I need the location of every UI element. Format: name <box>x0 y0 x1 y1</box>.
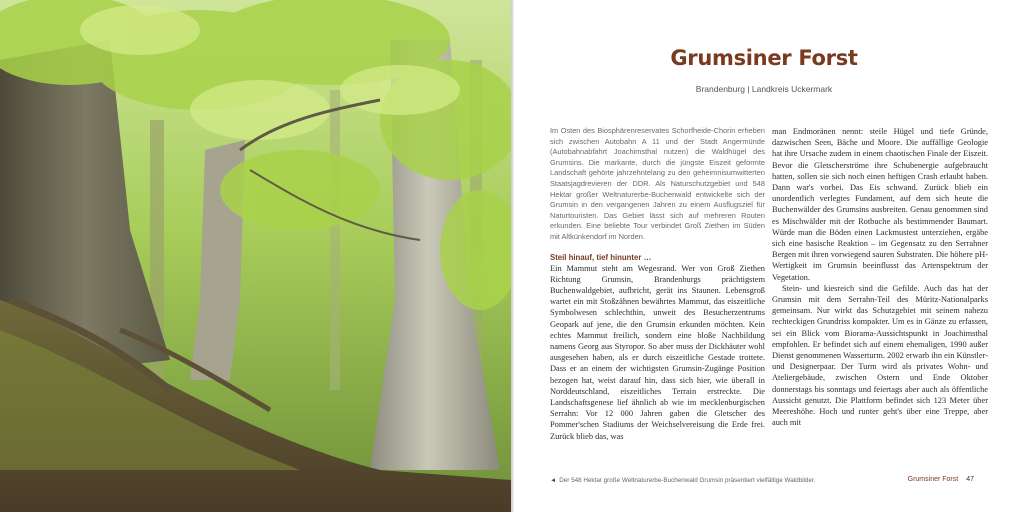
section-subheading: Steil hinauf, tief hinunter … <box>550 252 652 262</box>
caption-arrow-icon: ◄ <box>550 477 557 484</box>
page-title: Grumsiner Forst <box>670 46 858 70</box>
body-paragraph: man Endmoränen nennt: steile Hügel und tiefe Gründe, dazwischen Seen, Bäche und Moore. Die auffällige Geologie hat ihre Ursache zudem in einem chaotischen Finale der Eiszeit. Bevor die Gletscherströme ihre Schubenergie aufgebraucht hatten, sollen sie sich noch einen heftigen Crash erlaubt haben. Dann war's vorbei. Das Eis schwand. Zurück blieb ein unordentlich verlegtes Fundament, auf dem sich heute die Buchenwälder des Grumsins ausbreiten. Genau genommen sind es Mischwälder mit der Rotbuche als bestimmender Baumart. Würde man die Böden einen Lackmustest unterziehen, ergäbe sich eine basische Reaktion – im Gegensatz zu den Serrahner Bergen mit ihren vorwiegend sauren Substraten. Die höhere pH-Wertigkeit im Grumsin beeinflusst das Artenspektrum der Vegetation. <box>772 127 988 282</box>
body-paragraph: Ein Mammut steht am Wegesrand. Wer von Groß Ziethen Richtung Grumsin, Brandenburgs prächtigstem Buchenwaldgebiet, aufbricht, gerät ins Staunen. Lebensgroß wartet ein mit Stoßzähnen bewährtes Mammut, das eiszeitliche Symbolwesen schlechthin, unweit des Besucherzentrums Geopark auf jene, die den Grumsin erkunden möchten. Kein echtes Mammut freilich, sondern eine bloße Nachbildung namens Georg aus Styropor. So aber muss der Dickhäuter wohl ausgesehen haben, als er durch eiszeitliche Gestade trottete. Dass er an einem der wichtigsten Grumsin-Zugänge Position bezogen hat, weist darauf hin, dass sich hier, wie überall in Norddeutschland, eiszeitliches Terrain erstreckte. Die Landschaftsgenese lief ähnlich ab wie im mecklenburgischen Serrahn: Vor 12 000 Jahren gaben die Gletscher des Pommer'schen Stadiums der Weichselvereisung die Erde frei. Zurück blieb das, was <box>550 263 765 441</box>
page-subtitle: Brandenburg | Landkreis Uckermark <box>695 84 833 94</box>
photo-caption <box>550 477 815 484</box>
text-column-left <box>550 126 765 442</box>
page-number: 47 <box>966 476 974 483</box>
text-column-right <box>772 126 988 428</box>
running-footer-title: Grumsiner Forst <box>907 476 959 483</box>
caption-text: Der 548 Hektar große Weltnaturerbe-Buchenwald Grumsin präsentiert vielfältige Waldbilder. <box>559 477 816 484</box>
text-page <box>514 0 1024 512</box>
page-footer <box>908 476 974 483</box>
intro-paragraph: Im Osten des Biosphärenreservates Schorfheide-Chorin erheben sich zwischen Autobahn A 11 und der Stadt Angermünde (Autobahnabfahrt Joachimsthal nutzen) die Waldhügel des Grumsins. Die markante, durch die jüngste Eiszeit geformte Landschaft gehörte jahrzehntelang zu den geheimnisumwitterten Staatsjagdrevieren der DDR. Als Naturschutzgebiet und 548 Hektar großer Weltnaturerbe-Buchenwald entwickelte sich der Grumsin in den vergangenen Jahren zu einem Ausflugsziel für Naturtouristen. Das Gebiet lässt sich auf mehreren Routen erkunden. Eine beliebte Tour verbindet Groß Ziethen im Süden mit Altkünkendorf im Norden. <box>550 126 765 241</box>
body-paragraph: Stein- und kiesreich sind die Gefilde. Auch das hat der Grumsin mit dem Serrahn-Teil des Müritz-Nationalparks gemeinsam. Nur wirkt das Schutzgebiet mit seinem nahezu rechteckigen Grundriss kompakter. Um es in Gänze zu erfassen, sei ein Blick vom Biorama-Aussichtspunkt in Joachimsthal empfohlen. Er befindet sich auf einem ehemaligen, 1990 außer Dienst genommenen Wasserturm. 2002 erwarb ihn ein Künstler- und Designerpaar. Der Turm wird als privates Wohn- und Ateliergebäude, zwischen Ostern und Ende Oktober donnerstags bis sonntags und feiertags aber auch als öffentliche Aussicht genutzt. Die Plattform befindet sich 123 Meter über Meereshöhe. Hoch und runter geht's über eine Treppe, aber auch mit <box>772 283 988 428</box>
forest-photo <box>0 0 511 512</box>
